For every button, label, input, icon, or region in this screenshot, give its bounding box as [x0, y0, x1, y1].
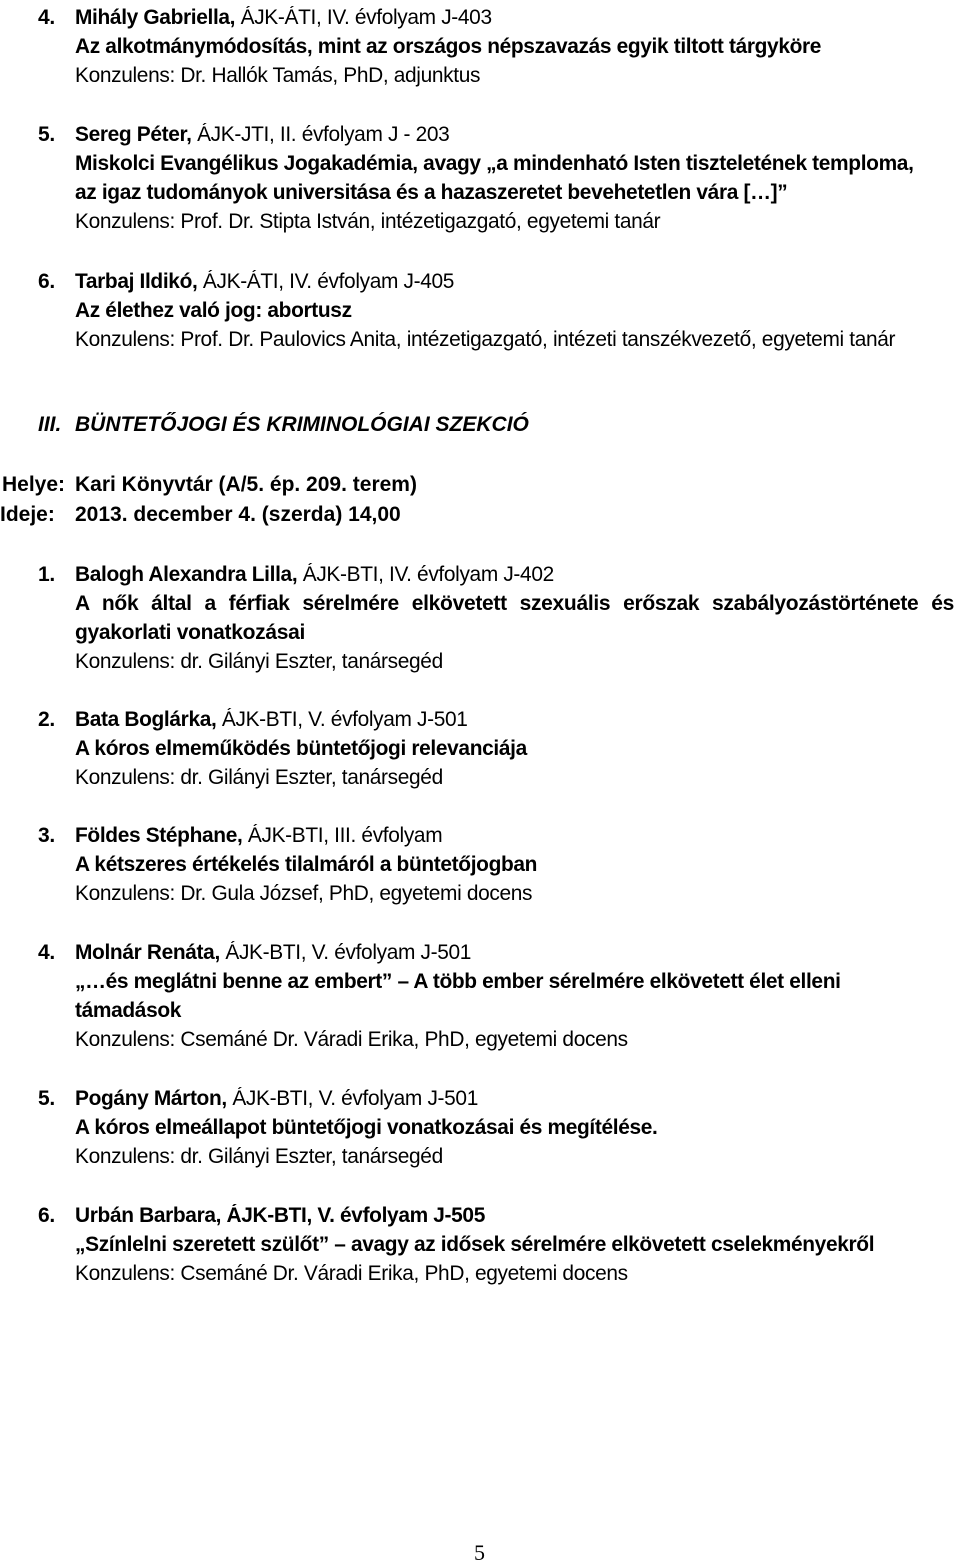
student-name: Pogány Márton, — [75, 1087, 227, 1110]
consultant: Konzulens: Csemáné Dr. Váradi Erika, PhD, egyetemi docens — [75, 1028, 628, 1051]
time-label: Ideje: — [0, 503, 55, 526]
entry-number: 5. — [38, 1087, 55, 1110]
student-meta: ÁJK-BTI, IV. évfolyam J-402 — [297, 563, 554, 586]
thesis-title: Az élethez való jog: abortusz — [75, 299, 352, 322]
student-name: Balogh Alexandra Lilla, — [75, 563, 298, 586]
student-name: Tarbaj Ildikó, — [75, 270, 198, 293]
entry-number: 5. — [38, 123, 55, 146]
entry-1-balogh — [38, 560, 960, 676]
thesis-title: A kétszeres értékelés tilalmáról a büntetőjogban — [75, 853, 538, 876]
entry-number: 4. — [38, 941, 55, 964]
student-name: Bata Boglárka, — [75, 708, 217, 731]
student-name: Földes Stéphane, — [75, 824, 243, 847]
student-meta: ÁJK-ÁTI, IV. évfolyam J-405 — [197, 270, 455, 293]
student-meta: ÁJK-ÁTI, IV. évfolyam J-403 — [235, 6, 492, 29]
entry-5-sereg — [38, 120, 960, 236]
student-meta: ÁJK-BTI, III. évfolyam — [242, 824, 443, 847]
consultant: Konzulens: Dr. Hallók Tamás, PhD, adjunktus — [75, 64, 481, 87]
place-label: Helye: — [2, 473, 66, 496]
entry-4-molnar — [38, 938, 960, 1054]
thesis-title: az igaz tudományok universitása és a hazaszeretet bevehetetlen vára […]” — [75, 181, 788, 204]
consultant: Konzulens: dr. Gilányi Eszter, tanársegéd — [75, 1145, 443, 1168]
thesis-title: „Színlelni szeretett szülőt” – avagy az idősek sérelmére elkövetett cselekményekről — [75, 1233, 875, 1256]
consultant: Konzulens: Csemáné Dr. Váradi Erika, PhD, egyetemi docens — [75, 1262, 628, 1285]
entry-number: 1. — [38, 563, 55, 586]
entry-5-pogany — [38, 1084, 960, 1171]
entry-number: 6. — [38, 270, 55, 293]
section-roman-number: III. — [38, 413, 62, 436]
entry-number: 3. — [38, 824, 55, 847]
entry-2-bata — [38, 705, 960, 792]
entry-number: 6. — [38, 1204, 55, 1227]
thesis-title: támadások — [75, 999, 182, 1022]
student-name: Sereg Péter, — [75, 123, 192, 146]
thesis-title: Miskolci Evangélikus Jogakadémia, avagy „a mindenható Isten tiszteletének temploma, — [75, 152, 914, 175]
consultant: Konzulens: dr. Gilányi Eszter, tanársegéd — [75, 650, 443, 673]
place-value: Kari Könyvtár (A/5. ép. 209. terem) — [75, 473, 417, 496]
entry-number: 4. — [38, 6, 55, 29]
entry-3-foldes — [38, 821, 960, 908]
thesis-title: A kóros elmeműködés büntetőjogi relevanciája — [75, 737, 527, 760]
student-meta: ÁJK-BTI, V. évfolyam J-501 — [219, 941, 472, 964]
section-title: BÜNTETŐJOGI ÉS KRIMINOLÓGIAI SZEKCIÓ — [75, 413, 529, 436]
student-meta: ÁJK-BTI, V. évfolyam J-501 — [226, 1087, 478, 1110]
student-name: Molnár Renáta, — [75, 941, 220, 964]
thesis-title: A kóros elmeállapot büntetőjogi vonatkozásai és megítélése. — [75, 1116, 658, 1139]
entry-6-urban — [38, 1201, 960, 1288]
entry-4-mihaly — [38, 3, 960, 90]
consultant: Konzulens: Prof. Dr. Stipta István, intézetigazgató, egyetemi tanár — [75, 210, 661, 233]
student-meta: ÁJK-JTI, II. évfolyam J - 203 — [191, 123, 450, 146]
consultant: Konzulens: dr. Gilányi Eszter, tanársegéd — [75, 766, 443, 789]
thesis-title: Az alkotmánymódosítás, mint az országos népszavazás egyik tiltott tárgyköre — [75, 35, 822, 58]
consultant: Konzulens: Dr. Gula József, PhD, egyetemi docens — [75, 882, 533, 905]
student-name: Mihály Gabriella, — [75, 6, 236, 29]
entry-6-tarbaj — [38, 267, 960, 354]
thesis-title: A nők által a férfiak sérelmére elkövetett szexuális erőszak szabályozástörténete és gyakorlati vonatkozásai — [75, 592, 954, 644]
thesis-title: „…és meglátni benne az embert” – A több ember sérelmére elkövetett élet elleni — [75, 970, 841, 993]
entry-number: 2. — [38, 708, 55, 731]
student-name: Urbán Barbara, ÁJK-BTI, V. évfolyam J-505 — [75, 1204, 485, 1227]
consultant: Konzulens: Prof. Dr. Paulovics Anita, intézetigazgató, intézeti tanszékvezető, egyetemi tanár — [75, 328, 896, 351]
student-meta: ÁJK-BTI, V. évfolyam J-501 — [216, 708, 468, 731]
page-number: 5 — [474, 1540, 485, 1565]
time-value: 2013. december 4. (szerda) 14,00 — [75, 503, 401, 526]
